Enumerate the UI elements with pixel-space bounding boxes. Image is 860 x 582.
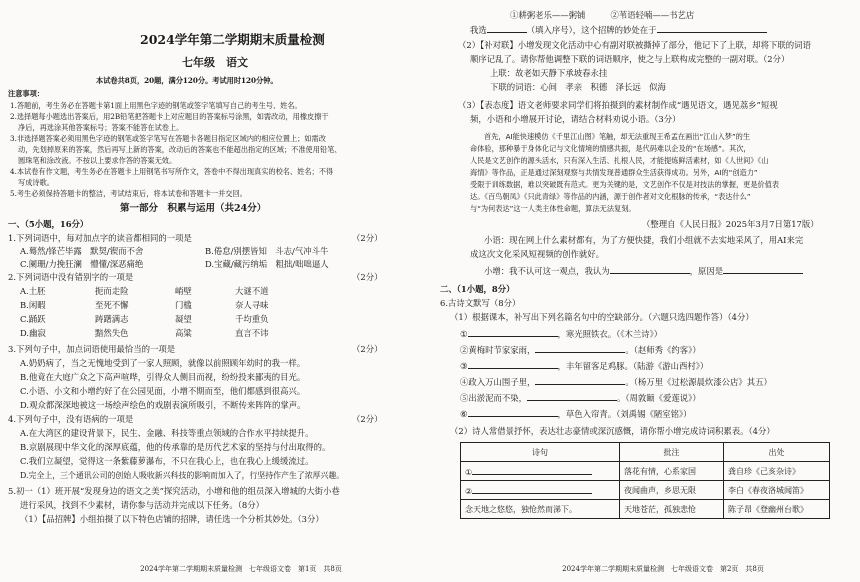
sign-answer-line — [470, 24, 767, 36]
q1-option-c: C.阑珊/力挽狂澜 懵懂/深恶痛绝 — [20, 259, 144, 269]
table-cell: 李白《春夜洛城闻笛》 — [724, 481, 830, 500]
poem-blank[interactable] — [527, 392, 617, 401]
left-footer: 2024学年第二学期期末质量检测 七年级语文卷 第1页 共8页 — [140, 565, 342, 573]
poem-item — [460, 328, 662, 340]
material-line: 人民是文艺创作的源头活水，只有深入生活、扎根人民，才能提炼鲜活素材，如《人世间》《山 — [470, 156, 769, 165]
table-row — [461, 500, 830, 519]
q2-cell: 扼而走险 — [95, 286, 129, 296]
task-3-cont: 频，小语和小增展开讨论，请结合材料劝说小语。（3分） — [470, 114, 681, 124]
poem-item-pre: ⑥ — [460, 409, 468, 419]
q3-option-b: B.他竟在大庭广众之下高声喧哗，引得众人侧目而视，纷纷投来鄙夷的目光。 — [20, 372, 306, 382]
question-6-1: （1）根据课本，补写出下列名篇名句中的空缺部分。（六题只选四题作答）（4分） — [450, 312, 754, 322]
q2-cell: 奈人寻味 — [235, 300, 269, 310]
row-number: ② — [465, 486, 473, 496]
poem-table — [460, 442, 830, 519]
poem-blank[interactable] — [468, 408, 558, 417]
dialogue-xiaozeng-line — [484, 265, 803, 277]
note-line: 写成诗歌。 — [18, 178, 54, 187]
note-line: 4.本试卷有作文题，考生务必在答题卡上用钢笔书写所作文，答卷中不得出现真实的校名、姓名；不得 — [10, 167, 334, 176]
table-cell: 天地苍茫，孤独悲怆 — [620, 500, 724, 519]
exam-title: 2024学年第二学期期末质量检测 — [140, 32, 325, 47]
sign-answer-prefix: 我选 — [470, 25, 487, 35]
q2-cell: 踌躇满志 — [95, 314, 129, 324]
material-line: 与“为何表达”这一人类主体性命题，算法无法复刻。 — [470, 204, 636, 213]
q3-option-c: C.小语、小文和小增约好了在公园见面，小增不期而至，他们都感到很高兴。 — [20, 386, 306, 396]
q1-option-d: D.宝藏/藏污纳垢 粗拙/咄咄逼人 — [205, 259, 329, 269]
couplet-words: 下联的词语：心间 孝亲 积德 泽长远 似海 — [490, 82, 666, 92]
poem-blank[interactable] — [535, 344, 625, 353]
task-3: （3）【表态度】语文老师要求同学们将拍摄到的素材制作成“遇见语文，遇见荔乡”短视 — [458, 100, 778, 110]
material-line: 命体验，那种暴于身体化记与文化情境的情感共振，是代码难以企及的“在场感”。其次， — [470, 144, 751, 153]
poem-item — [460, 344, 701, 356]
poem-item-post: 。（赵师秀《约客》） — [625, 345, 701, 355]
opinion-blank[interactable] — [610, 265, 690, 274]
material-line: 首先，AI能快速模仿《千里江山图》笔触，却无法重现王希孟在画出“江山入梦”的生 — [484, 132, 751, 141]
q2-cell: 高粱 — [175, 328, 192, 338]
q2-cell: 大谜不道 — [235, 286, 269, 296]
question-3: 3.下列句子中，加点词语使用最恰当的一项是 — [8, 344, 176, 354]
dialogue-xiaoyu: 小语：现在网上什么素材都有，为了方便快捷，我们小组就不去实地采风了，用AI来完 — [484, 235, 804, 245]
note-line: 2.选择题每小题选出答案后，用2B铅笔把答题卡上对应题目的答案标号涂黑，如需改动，用橡皮擦干 — [10, 112, 329, 121]
question-6-2: （2）诗人常借景抒怀，表达壮志豪情或深沉感慨，请你帮小增完成诗词积累表。（4分） — [450, 426, 775, 436]
reason-blank[interactable] — [723, 265, 803, 274]
poem-item-post: ，丰年留客足鸡豚。（陆游《游山西村》） — [557, 361, 709, 371]
material-line: 达。《百鸟朝凤》《只此青绿》等作品的内涵，源于创作者对文化根脉的传承，“表达什么” — [470, 192, 751, 201]
note-line: 3.非选择题答案必须用黑色字迹的钢笔或签字笔写在答题卡各题目指定区域内的相应位置上；如需改 — [10, 134, 326, 143]
q2-cell: 至死不懈 — [95, 300, 129, 310]
table-blank[interactable] — [472, 485, 592, 494]
q2-cell: 峭壁 — [175, 286, 192, 296]
poem-item — [460, 392, 701, 404]
q5-task-1: （1）【品招牌】小组拍摄了以下特色店铺的招牌，请任选一个分析其妙处。（3分） — [20, 514, 324, 524]
table-cell[interactable] — [461, 481, 620, 500]
question-6: 6.古诗文默写（8分） — [440, 298, 521, 308]
question-2-score: （2分） — [352, 272, 383, 282]
material-source: （整理自《人民日报》2025年3月7日第17版） — [642, 219, 819, 229]
table-cell: 念天地之悠悠，独怆然而涕下。 — [461, 500, 620, 519]
material-line: 海情》等作品，正是通过深刻观察与共情发现普通群众生活获得成功。另外，AI的“创造力” — [470, 168, 758, 177]
table-cell: 落花有情，心系家国 — [620, 462, 724, 481]
table-row — [461, 462, 830, 481]
table-row — [461, 481, 830, 500]
poem-item-pre: ③ — [460, 361, 468, 371]
q2-cell: B.闲暇 — [20, 300, 46, 310]
poem-item — [460, 408, 692, 420]
q1-option-a: A.蓦然/锋芒毕露 默契/锲而不舍 — [20, 246, 144, 256]
q3-option-a: A.奶奶病了，当之无愧地受到了一家人照顾，就像以前照顾年幼时的我一样。 — [20, 358, 306, 368]
note-line: 1.答题前，考生务必在答题卡第1面上用黑色字迹的钢笔或签字笔填写自己的考生号、姓名。 — [10, 101, 302, 110]
poem-item-post: ，寒光照铁衣。（《木兰诗》） — [557, 329, 663, 339]
task-2: （2）【补对联】小增发现文化活动中心有副对联被撕掉了部分，他记下了上联，却将下联的词语 — [458, 40, 811, 50]
q4-option-a: A.在大湾区的建设背景下，民生、金融、科技等重点领域的合作水平持续提升。 — [20, 428, 314, 438]
q3-option-d: D.观众都深深地被这一场绘声绘色的戏剧表演所吸引，不断传来阵阵的掌声。 — [20, 400, 306, 410]
poem-item-post: 。（杨万里《过松源晨炊漆公店》其五） — [625, 377, 772, 387]
exam-note: 本试卷共8页，20题，满分120分。考试用时120分钟。 — [96, 76, 278, 85]
question-3-score: （2分） — [352, 344, 383, 354]
question-1: 1.下列词语中，每对加点字的读音都相同的一项是 — [8, 233, 192, 243]
sign-options: ①耕粥老乐——粥铺 ②苇语轻喃——书艺店 — [510, 10, 695, 20]
row-number: ① — [465, 467, 473, 477]
q4-option-b: B.京剧展现中华文化的深厚底蕴，他的传承靠的是历代艺术家的坚持与付出取得的。 — [20, 442, 331, 452]
poem-item-post: 。（周敦颐《爱莲说》） — [617, 393, 701, 403]
table-cell[interactable] — [461, 462, 620, 481]
table-cell: 龚自珍《己亥杂诗》 — [724, 462, 830, 481]
note-line: 动，先划掉原来的答案，然后再写上新的答案，改动后的答案也不能超出指定的区域；不准使用铅笔、 — [18, 145, 342, 154]
part-one-heading: 第一部分 积累与运用（共24分） — [120, 203, 267, 214]
poem-blank[interactable] — [468, 328, 558, 337]
poem-blank[interactable] — [535, 376, 625, 385]
question-4: 4.下列句子中，没有语病的一项是 — [8, 414, 134, 424]
section-two-heading: 二、（1小题，8分） — [440, 284, 515, 294]
sign-answer-middle: （填入序号），这个招牌的妙处在于 — [526, 25, 657, 35]
question-1-score: （2分） — [352, 233, 383, 243]
question-4-score: （2分） — [352, 414, 383, 424]
table-cell: 夜闻曲声，乡思无限 — [620, 481, 724, 500]
dialogue-xiaoyu-cont: 成这次文化采风短视频的创作就好。 — [470, 249, 604, 259]
material-line: 受限于训练数据，难以突破既有范式。更为关键的是，文艺创作不仅是对技法的掌握，更是价值表 — [470, 180, 780, 189]
q2-cell: 黯然失色 — [95, 328, 129, 338]
q2-cell: 千均重负 — [235, 314, 269, 324]
poem-item-pre: ②黄梅时节家家雨， — [460, 345, 536, 355]
dialogue-xiaozeng-prefix: 小增：我不认可这一观点，我认为 — [484, 266, 610, 276]
right-footer: 2024学年第二学期期末质量检测 七年级语文卷 第2页 共8页 — [562, 565, 764, 573]
table-cell: 陈子昂《登幽州台歌》 — [724, 500, 830, 519]
poem-item-post: ，草色入帘青。（刘禹锡《陋室铭》） — [557, 409, 692, 419]
table-header: 批注 — [620, 443, 724, 462]
poem-blank[interactable] — [468, 360, 558, 369]
table-blank[interactable] — [472, 466, 592, 475]
exam-subtitle: 七年级 语文 — [182, 56, 248, 69]
sign-number-blank[interactable] — [487, 24, 527, 33]
q2-cell: A.土胚 — [20, 286, 46, 296]
poem-item-pre: ⑤出淤泥而不染， — [460, 393, 527, 403]
poem-item-pre: ④政入万山围子里， — [460, 377, 536, 387]
sign-reason-blank[interactable] — [657, 24, 767, 33]
note-line: 5.考生必须保持答题卡的整洁，考试结束后，将本试卷和答题卡一并交回。 — [10, 189, 247, 198]
table-header: 出处 — [724, 443, 830, 462]
q2-cell: C.踊跃 — [20, 314, 46, 324]
table-header-row — [461, 443, 830, 462]
question-5-cont: 进行采风，找到不少素材，请你参与活动并完成以下任务。（8分） — [20, 500, 265, 510]
question-2: 2.下列词语中没有错别字的一项是 — [8, 272, 134, 282]
question-5: 5.初一（1）班开展“发现身边的语文之美”探究活动，小增和他的组员深入增城的大街小巷 — [8, 486, 340, 496]
section-one-heading: 一、（5小题，16分） — [8, 219, 89, 229]
note-line: 圆珠笔和涂改液。不按以上要求作答的答案无效。 — [18, 156, 177, 165]
task-2-cont: 顺序记乱了。请你帮他调整下联的词语顺序，使之与上联构成完整的一副对联。（2分） — [470, 54, 790, 64]
q4-option-d: D.完全上，三个通讯公司的创始人吸收新兴科技的影响而加入了，行坚持作产生了浓厚兴趣。 — [20, 471, 345, 480]
couplet-upper: 上联：故老如天静下承坡春永挂 — [490, 68, 608, 78]
note-line: 净后，再选涂其他答案标号；答案不能答在试卷上。 — [18, 123, 184, 132]
poem-item — [460, 376, 772, 388]
table-header: 诗句 — [461, 443, 620, 462]
poem-item-pre: ① — [460, 329, 468, 339]
q2-cell: 凝望 — [175, 314, 192, 324]
right-page — [430, 0, 860, 582]
q1-option-b: B.倦怠/别摆皆知 斗志/气冲斗牛 — [205, 246, 329, 256]
poem-item — [460, 360, 708, 372]
q2-cell: D.幽寂 — [20, 328, 46, 338]
q4-option-c: C.我们立凝望，觉得这一条紫藤萝瀑布，不只在我心上，也在我心上缓缓流过。 — [20, 456, 314, 466]
q2-cell: 门槛 — [175, 300, 192, 310]
dialogue-reason-label: ，原因是 — [689, 266, 724, 276]
notes-heading: 注意事项： — [8, 89, 44, 98]
q2-cell: 直言不讳 — [235, 328, 269, 338]
